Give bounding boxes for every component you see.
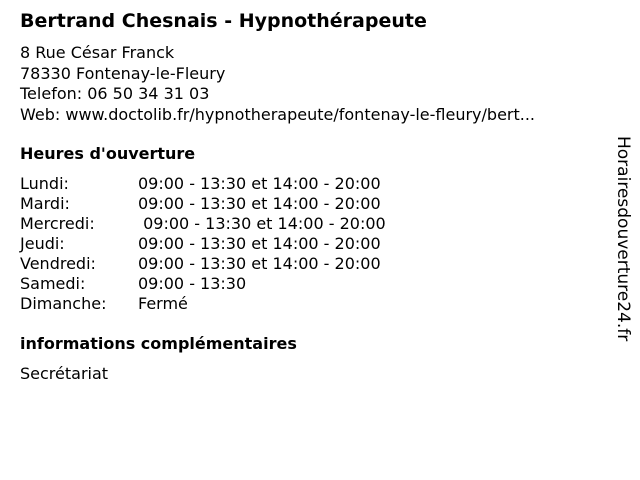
info-text: Secrétariat (20, 364, 109, 383)
time-value: 09:00 - 13:30 et 14:00 - 20:00 (138, 194, 381, 213)
time-value: 09:00 - 13:30 (138, 274, 247, 293)
web-line: Web: www.doctolib.fr/hypnotherapeute/fontenay-le-fleury/bert... (20, 104, 536, 124)
day-label: Mardi: (20, 194, 70, 213)
day-label: Mercredi: (20, 214, 95, 233)
hours-heading: Heures d'ouverture (20, 144, 196, 163)
time-value: 09:00 - 13:30 et 14:00 - 20:00 (138, 234, 381, 253)
time-value: 09:00 - 13:30 et 14:00 - 20:00 (138, 174, 381, 193)
address-city: 78330 Fontenay-le-Fleury (20, 63, 226, 83)
phone-line: Telefon: 06 50 34 31 03 (20, 84, 210, 103)
brand-watermark: Horairesdouverture24.fr (613, 136, 633, 342)
address-street: 8 Rue César Franck (20, 43, 175, 62)
contact-block (20, 43, 535, 125)
day-label: Lundi: (20, 174, 69, 193)
info-heading: informations complémentaires (20, 334, 297, 353)
day-label: Samedi: (20, 274, 86, 293)
time-value: Fermé (138, 294, 188, 313)
page-title: Bertrand Chesnais - Hypnothérapeute (20, 10, 427, 32)
day-label: Dimanche: (20, 294, 107, 313)
day-label: Vendredi: (20, 254, 96, 273)
time-value: 09:00 - 13:30 et 14:00 - 20:00 (138, 254, 381, 273)
day-label: Jeudi: (20, 234, 65, 253)
time-value: 09:00 - 13:30 et 14:00 - 20:00 (138, 214, 386, 233)
